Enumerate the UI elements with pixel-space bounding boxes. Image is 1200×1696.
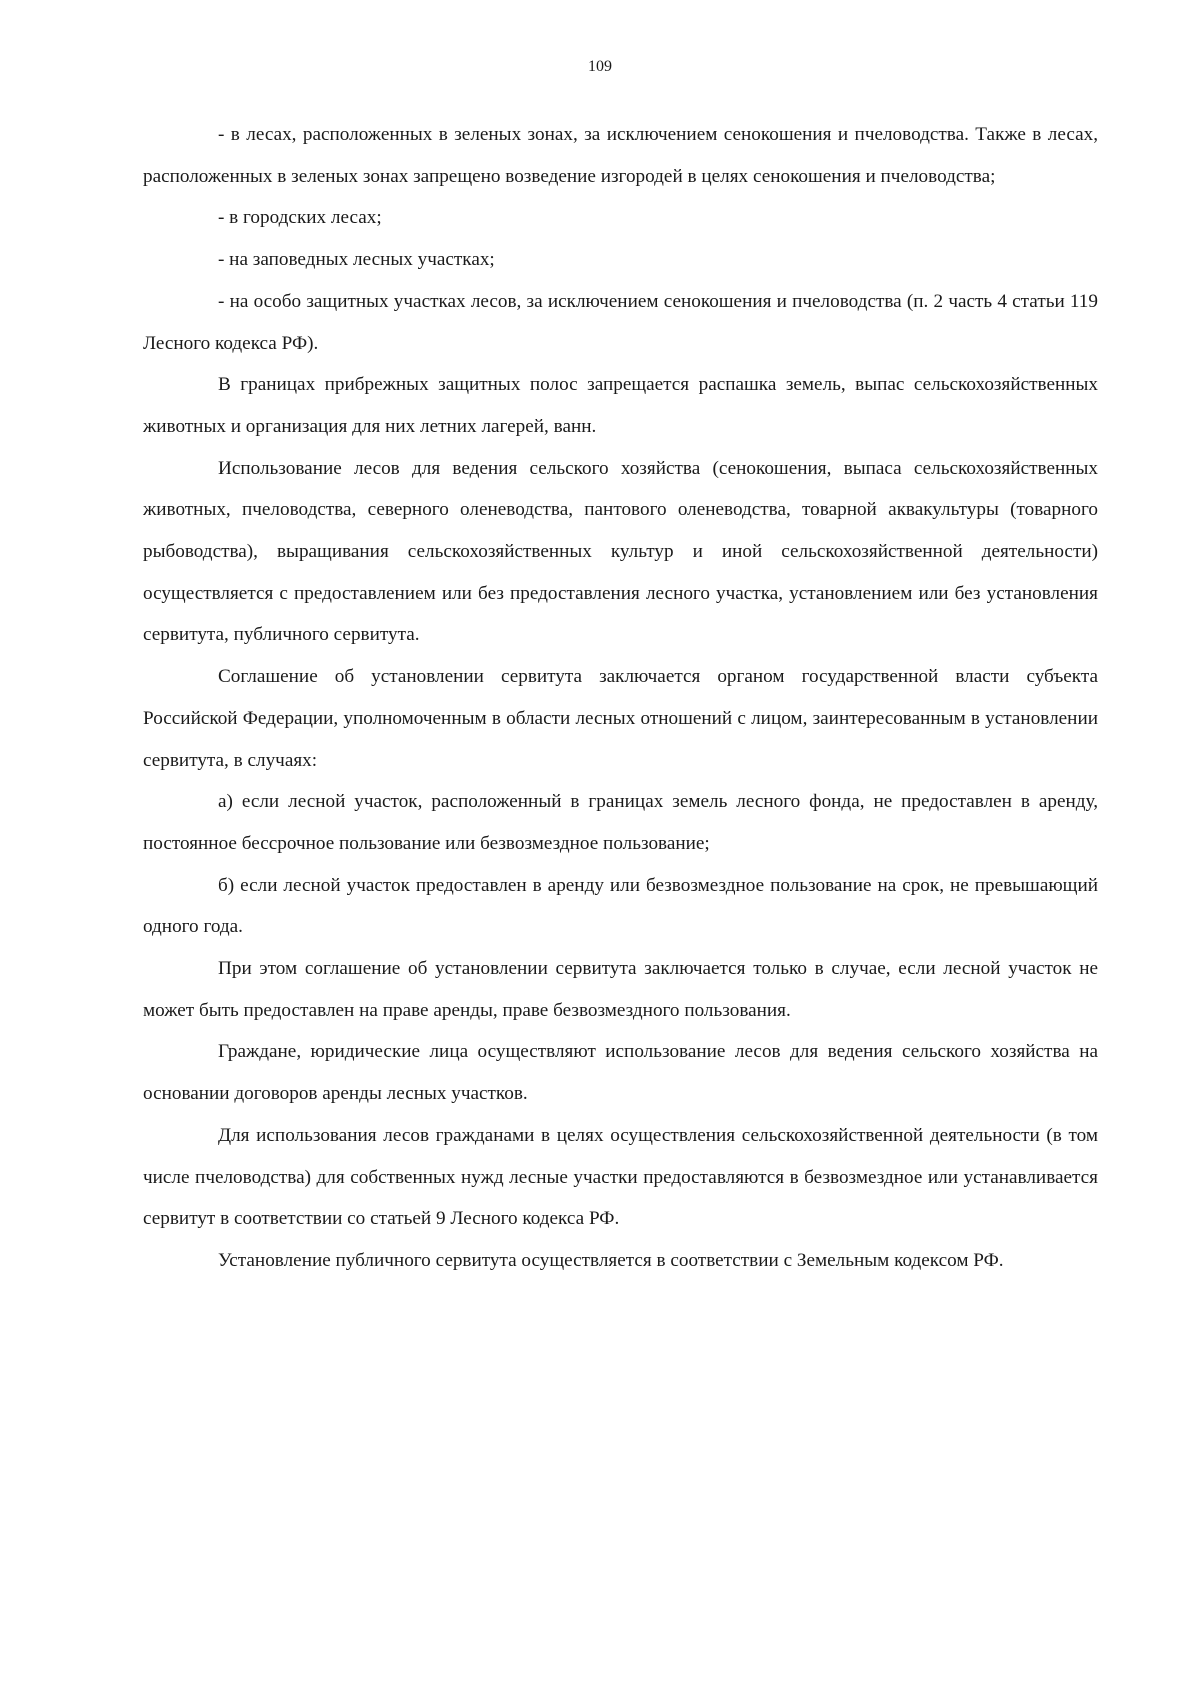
- paragraph: При этом соглашение об установлении сервитута заключается только в случае, если лесной участок не может быть предоставлен на праве аренды, праве безвозмездного пользования.: [143, 958, 1098, 1021]
- document-body: [143, 114, 1098, 1282]
- paragraph: Граждане, юридические лица осуществляют использование лесов для ведения сельского хозяйства на основании договоров аренды лесных участков.: [143, 1041, 1098, 1105]
- paragraph: а) если лесной участок, расположенный в границах земель лесного фонда, не предоставлен в аренду, постоянное бессрочное пользование или безвозмездное пользование;: [143, 791, 1098, 854]
- paragraph: В границах прибрежных защитных полос запрещается распашка земель, выпас сельскохозяйственных животных и организация для них летних лагерей, ванн.: [143, 374, 1098, 437]
- paragraph: Для использования лесов гражданами в целях осуществления сельскохозяйственной деятельности (в том числе пчеловодства) для собственных нужд лесные участки предоставляются в безвозмездное или устанавливается сервитут в соответствии со статьей 9 Лесного кодекса РФ.: [143, 1124, 1098, 1230]
- page-number: 109: [588, 58, 612, 75]
- paragraph: б) если лесной участок предоставлен в аренду или безвозмездное пользование на срок, не превышающий одного года.: [143, 874, 1098, 938]
- paragraph: Установление публичного сервитута осуществляется в соответствии с Земельным кодексом РФ.: [218, 1249, 1004, 1271]
- paragraph: - в лесах, расположенных в зеленых зонах, за исключением сенокошения и пчеловодства. Также в лесах, расположенных в зеленых зонах запрещено возведение изгородей в целях сенокошения и пчеловодства;: [143, 124, 1098, 187]
- paragraph: - на заповедных лесных участках;: [218, 249, 495, 271]
- paragraph: Использование лесов для ведения сельского хозяйства (сенокошения, выпаса сельскохозяйственных животных, пчеловодства, северного оленеводства, пантового оленеводства, товарной аквакультуры (товарного рыбоводства), выращивания сельскохозяйственных культур и иной сельскохозяйственной деятельности) осуществляется с предоставлением или без предоставления лесного участка, установлением или без установления сервитута, публичного сервитута.: [143, 457, 1098, 646]
- paragraph: - на особо защитных участках лесов, за исключением сенокошения и пчеловодства (п. 2 часть 4 статьи 119 Лесного кодекса РФ).: [143, 290, 1098, 354]
- paragraph: - в городских лесах;: [218, 207, 382, 229]
- paragraph: Соглашение об установлении сервитута заключается органом государственной власти субъекта Российской Федерации, уполномоченным в области лесных отношений с лицом, заинтересованным в установлении сервитута, в случаях:: [143, 666, 1098, 771]
